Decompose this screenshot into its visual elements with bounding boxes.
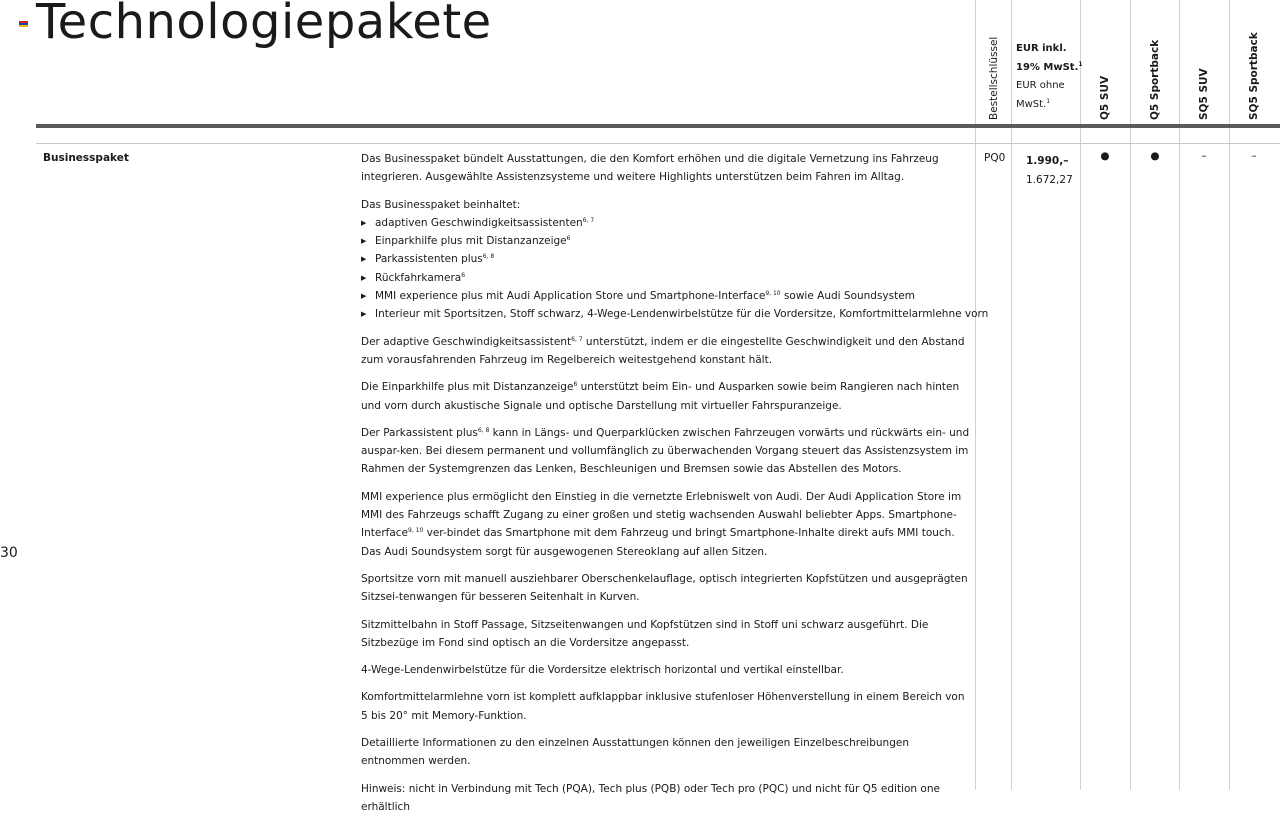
note-paragraph: Hinweis: nicht in Verbindung mit Tech (PQA), Tech plus (PQB) oder Tech pro (PQC) und nicht für Q5 edition one erhältlich [361, 782, 940, 813]
list-item: ▶ adaptiven Geschwindigkeitsassistenten$^{6, 7}$ [361, 214, 973, 232]
flag-icon [19, 21, 28, 27]
page-number: 30 [0, 545, 18, 561]
includes-heading: Das Businesspaket beinhaltet: [361, 198, 521, 211]
intro-text: Das Businesspaket bündelt Ausstattungen, die den Komfort erhöhen und die digitale Vernetzung ins Fahrzeug integrieren. Ausgewählte Assistenzsysteme und weitere Highlights unterstützen beim Fahren im Alltag. [361, 153, 939, 184]
price-cell [1026, 152, 1073, 190]
column-divider [1080, 0, 1081, 790]
includes-list [361, 214, 989, 324]
row-rule [36, 143, 1280, 144]
column-divider [1179, 0, 1180, 790]
header-model-q5-suv: Q5 SUV [1099, 75, 1111, 120]
bullet-icon: ▶ [361, 273, 367, 282]
price-incl-vat: 1.990,– [1026, 155, 1069, 167]
availability-q5-suv: ● [1100, 150, 1110, 162]
bullet-icon: ▶ [361, 310, 367, 319]
lumbar-paragraph: 4-Wege-Lendenwirbelstütze für die Vordersitze elektrisch horizontal und vertikal einstellbar. [361, 664, 844, 677]
header-rule [36, 124, 1280, 128]
header-order-key: Bestellschlüssel [988, 36, 1000, 120]
column-divider [1011, 0, 1012, 790]
header-model-sq5-suv: SQ5 SUV [1198, 68, 1210, 120]
list-item: ▶ Rückfahrkamera$^6$ [361, 269, 973, 287]
order-code: PQ0 [984, 152, 1006, 164]
header-model-sq5-sportback: SQ5 Sportback [1248, 32, 1260, 120]
parking-aid-paragraph: Die Einparkhilfe plus mit Distanzanzeige$^6$ unterstützt beim Ein- und Ausparken sowie beim Rangieren nach hinten und vorn durch akustische Signale und optische Darstellung mit virtueller Fahrspuranzeige. [361, 381, 960, 412]
list-item: ▶ Interieur mit Sportsitzen, Stoff schwarz, 4-Wege-Lendenwirbelstütze für die Vordersitze, Komfortmittelarmlehne vorn [361, 305, 973, 323]
package-description [361, 150, 989, 825]
mmi-paragraph: MMI experience plus ermöglicht den Einstieg in die vernetzte Erlebniswelt von Audi. Der Audi Application Store im MMI des Fahrzeugs schafft Zugang zu einer großen und stetig wachsenden Auswahl beliebter Apps. Smartphone-Interface$^{9, 10}$ ver-bindet das Smartphone mit dem Fahrzeug und bringt Smartphone-Inhalte direkt aufs MMI touch. Das Audi Soundsystem sorgt für ausgewogenen Stereoklang auf allen Sitzen. [361, 490, 962, 558]
availability-sq5-suv: – [1201, 150, 1207, 162]
price-excl-vat: 1.672,27 [1026, 174, 1073, 186]
page-title: Technologiepakete [36, 0, 492, 50]
list-item: ▶ Einparkhilfe plus mit Distanzanzeige$^6$ [361, 232, 973, 250]
list-item: ▶ MMI experience plus mit Audi Application Store und Smartphone-Interface$^{9, 10}$ sowie Audi Soundsystem [361, 287, 973, 305]
package-name: Businesspaket [43, 152, 129, 164]
availability-q5-sportback: ● [1150, 150, 1160, 162]
armrest-paragraph: Komfortmittelarmlehne vorn ist komplett aufklappbar inklusive stufenloser Höhenverstellung in einem Bereich von 5 bis 20° mit Memory-Funktion. [361, 691, 965, 722]
seat-fabric-paragraph: Sitzmittelbahn in Stoff Passage, Sitzseitenwangen und Kopfstützen sind in Stoff uni schwarz ausgeführt. Die Sitzbezüge im Fond sind optisch an die Vordersitze angepasst. [361, 618, 929, 649]
availability-sq5-sportback: – [1251, 150, 1257, 162]
park-assist-paragraph: Der Parkassistent plus$^{6, 8}$ kann in Längs- und Querparklücken zwischen Fahrzeugen vorwärts und rückwärts ein- und auspar-ken. Bei diesem permanent und vollumfänglich zu überwachenden Vorgang steuert das Assistenzsystem im Rahmen der Systemgrenzen das Lenken, Beschleunigen und Bremsen sowie das Abstellen des Motors. [361, 426, 970, 476]
column-divider [975, 0, 976, 790]
bullet-icon: ▶ [361, 292, 367, 301]
column-divider [1130, 0, 1131, 790]
header-price: EUR inkl. 19% MwSt.$^1$ EUR ohne MwSt.$^1$ [1016, 43, 1083, 110]
bullet-icon: ▶ [361, 237, 367, 246]
column-divider [1229, 0, 1230, 790]
bullet-icon: ▶ [361, 255, 367, 264]
acc-paragraph: Der adaptive Geschwindigkeitsassistent$^{6, 7}$ unterstützt, indem er die eingestellte Geschwindigkeit und den Abstand zum vorausfahrenden Fahrzeug im Regelbereich weitestgehend konstant hält. [361, 335, 965, 366]
bullet-icon: ▶ [361, 218, 367, 227]
list-item: ▶ Parkassistenten plus$^{6, 8}$ [361, 250, 973, 268]
sport-seats-paragraph: Sportsitze vorn mit manuell ausziehbarer Oberschenkelauflage, optisch integrierten Kopfstützen und ausgeprägten Sitzsei-tenwangen für besseren Seitenhalt in Kurven. [361, 572, 968, 604]
details-paragraph: Detaillierte Informationen zu den einzelnen Ausstattungen können den jeweiligen Einzelbeschreibungen entnommen werden. [361, 737, 909, 768]
header-model-q5-sportback: Q5 Sportback [1149, 39, 1161, 120]
